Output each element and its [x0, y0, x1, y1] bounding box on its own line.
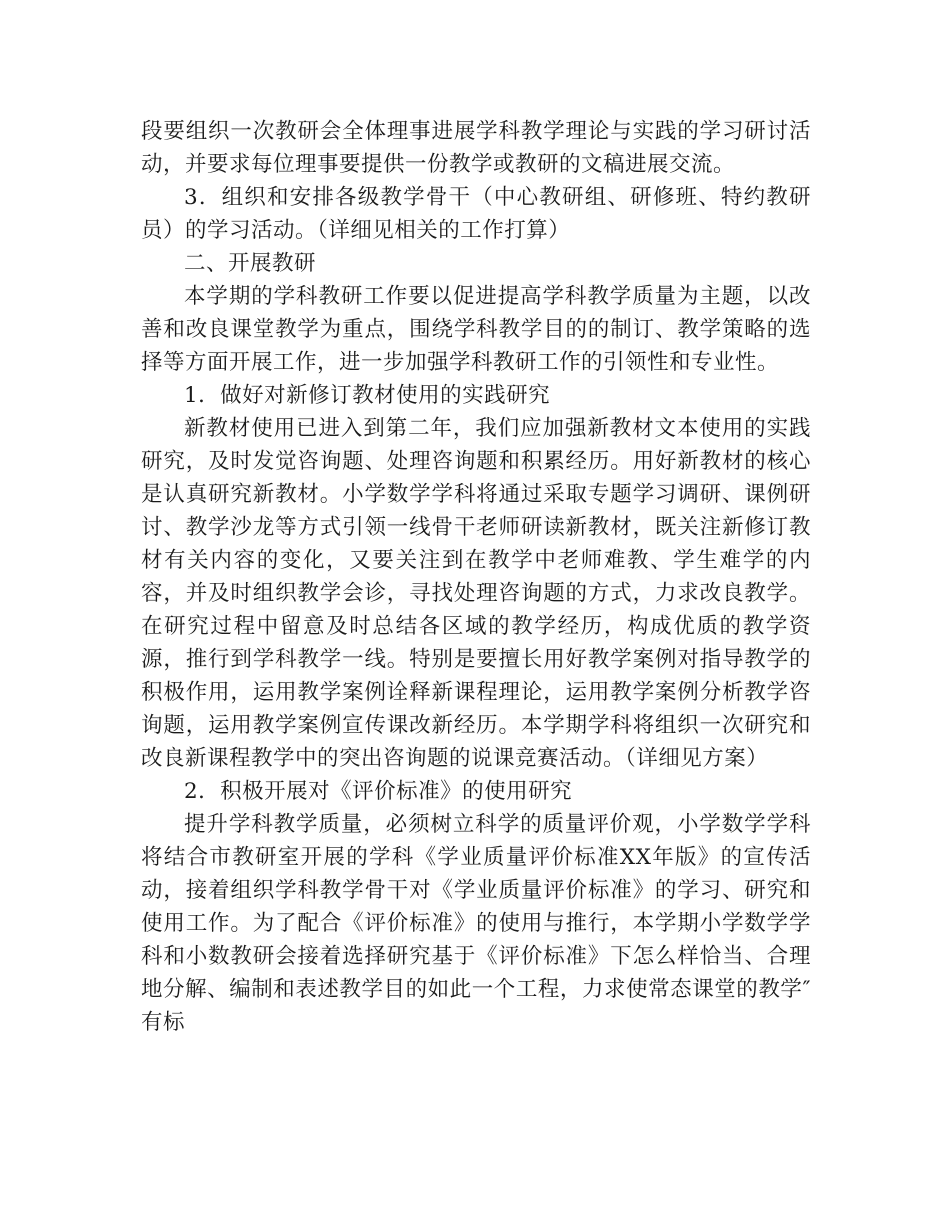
paragraph-continued-discussion: 段要组织一次教研会全体理事进展学科教学理论与实践的学习研讨活动，并要求每位理事要提供一份教学或教研的文稿进展交流。: [141, 119, 811, 177]
paragraph-semester-research-focus: 本学期的学科教研工作要以促进提高学科教学质量为主题，以改善和改良课堂教学为重点，围绕学科教学目的的制订、教学策略的选择等方面开展工作，进一步加强学科教研工作的引领性和专业性。: [141, 284, 811, 375]
paragraph-evaluation-standard-research: 提升学科教学质量，必须树立科学的质量评价观，小学数学学科将结合市教研室开展的学科《学业质量评价标准XX年版》的宣传活动，接着组织学科教学骨干对《学业质量评价标准》的学习、研究和使用工作。为了配合《评价标准》的使用与推行，本学期小学数学学科和小数教研会接着选择研究基于《评价标准》下怎么样恰当、合理地分解、编制和表述教学目的如此一个工程，力求使常态课堂的教学″有标: [141, 812, 811, 1035]
paragraph-new-textbook-research: 新教材使用已进入到第二年，我们应加强新教材文本使用的实践研究，及时发觉咨询题、处理咨询题和积累经历。用好新教材的核心是认真研究新教材。小学数学学科将通过采取专题学习调研、课例研讨、教学沙龙等方式引领一线骨干老师研读新教材，既关注新修订教材有关内容的变化，又要关注到在教学中老师难教、学生难学的内容，并及时组织教学会诊，寻找处理咨询题的方式，力求改良教学。在研究过程中留意及时总结各区域的教学经历，构成优质的教学资源，推行到学科教学一线。特别是要擅长用好教学案例对指导教学的积极作用，运用教学案例诠释新课程理论，运用教学案例分析教学咨询题，运用教学案例宣传课改新经历。本学期学科将组织一次研究和改良新课程教学中的突出咨询题的说课竞赛活动。（详细见方案）: [141, 416, 811, 771]
section-heading-teaching-research: 二、开展教研: [184, 251, 317, 276]
paragraph-item-3-backbone-training: 3．组织和安排各级教学骨干（中心教研组、研修班、特约教研员）的学习活动。（详细见相关的工作打算）: [141, 185, 811, 243]
subheading-item-1-new-textbook: 1．做好对新修订教材使用的实践研究: [184, 383, 551, 408]
subheading-item-2-evaluation-standard: 2．积极开展对《评价标准》的使用研究: [184, 779, 573, 804]
document-body: [141, 115, 811, 1039]
